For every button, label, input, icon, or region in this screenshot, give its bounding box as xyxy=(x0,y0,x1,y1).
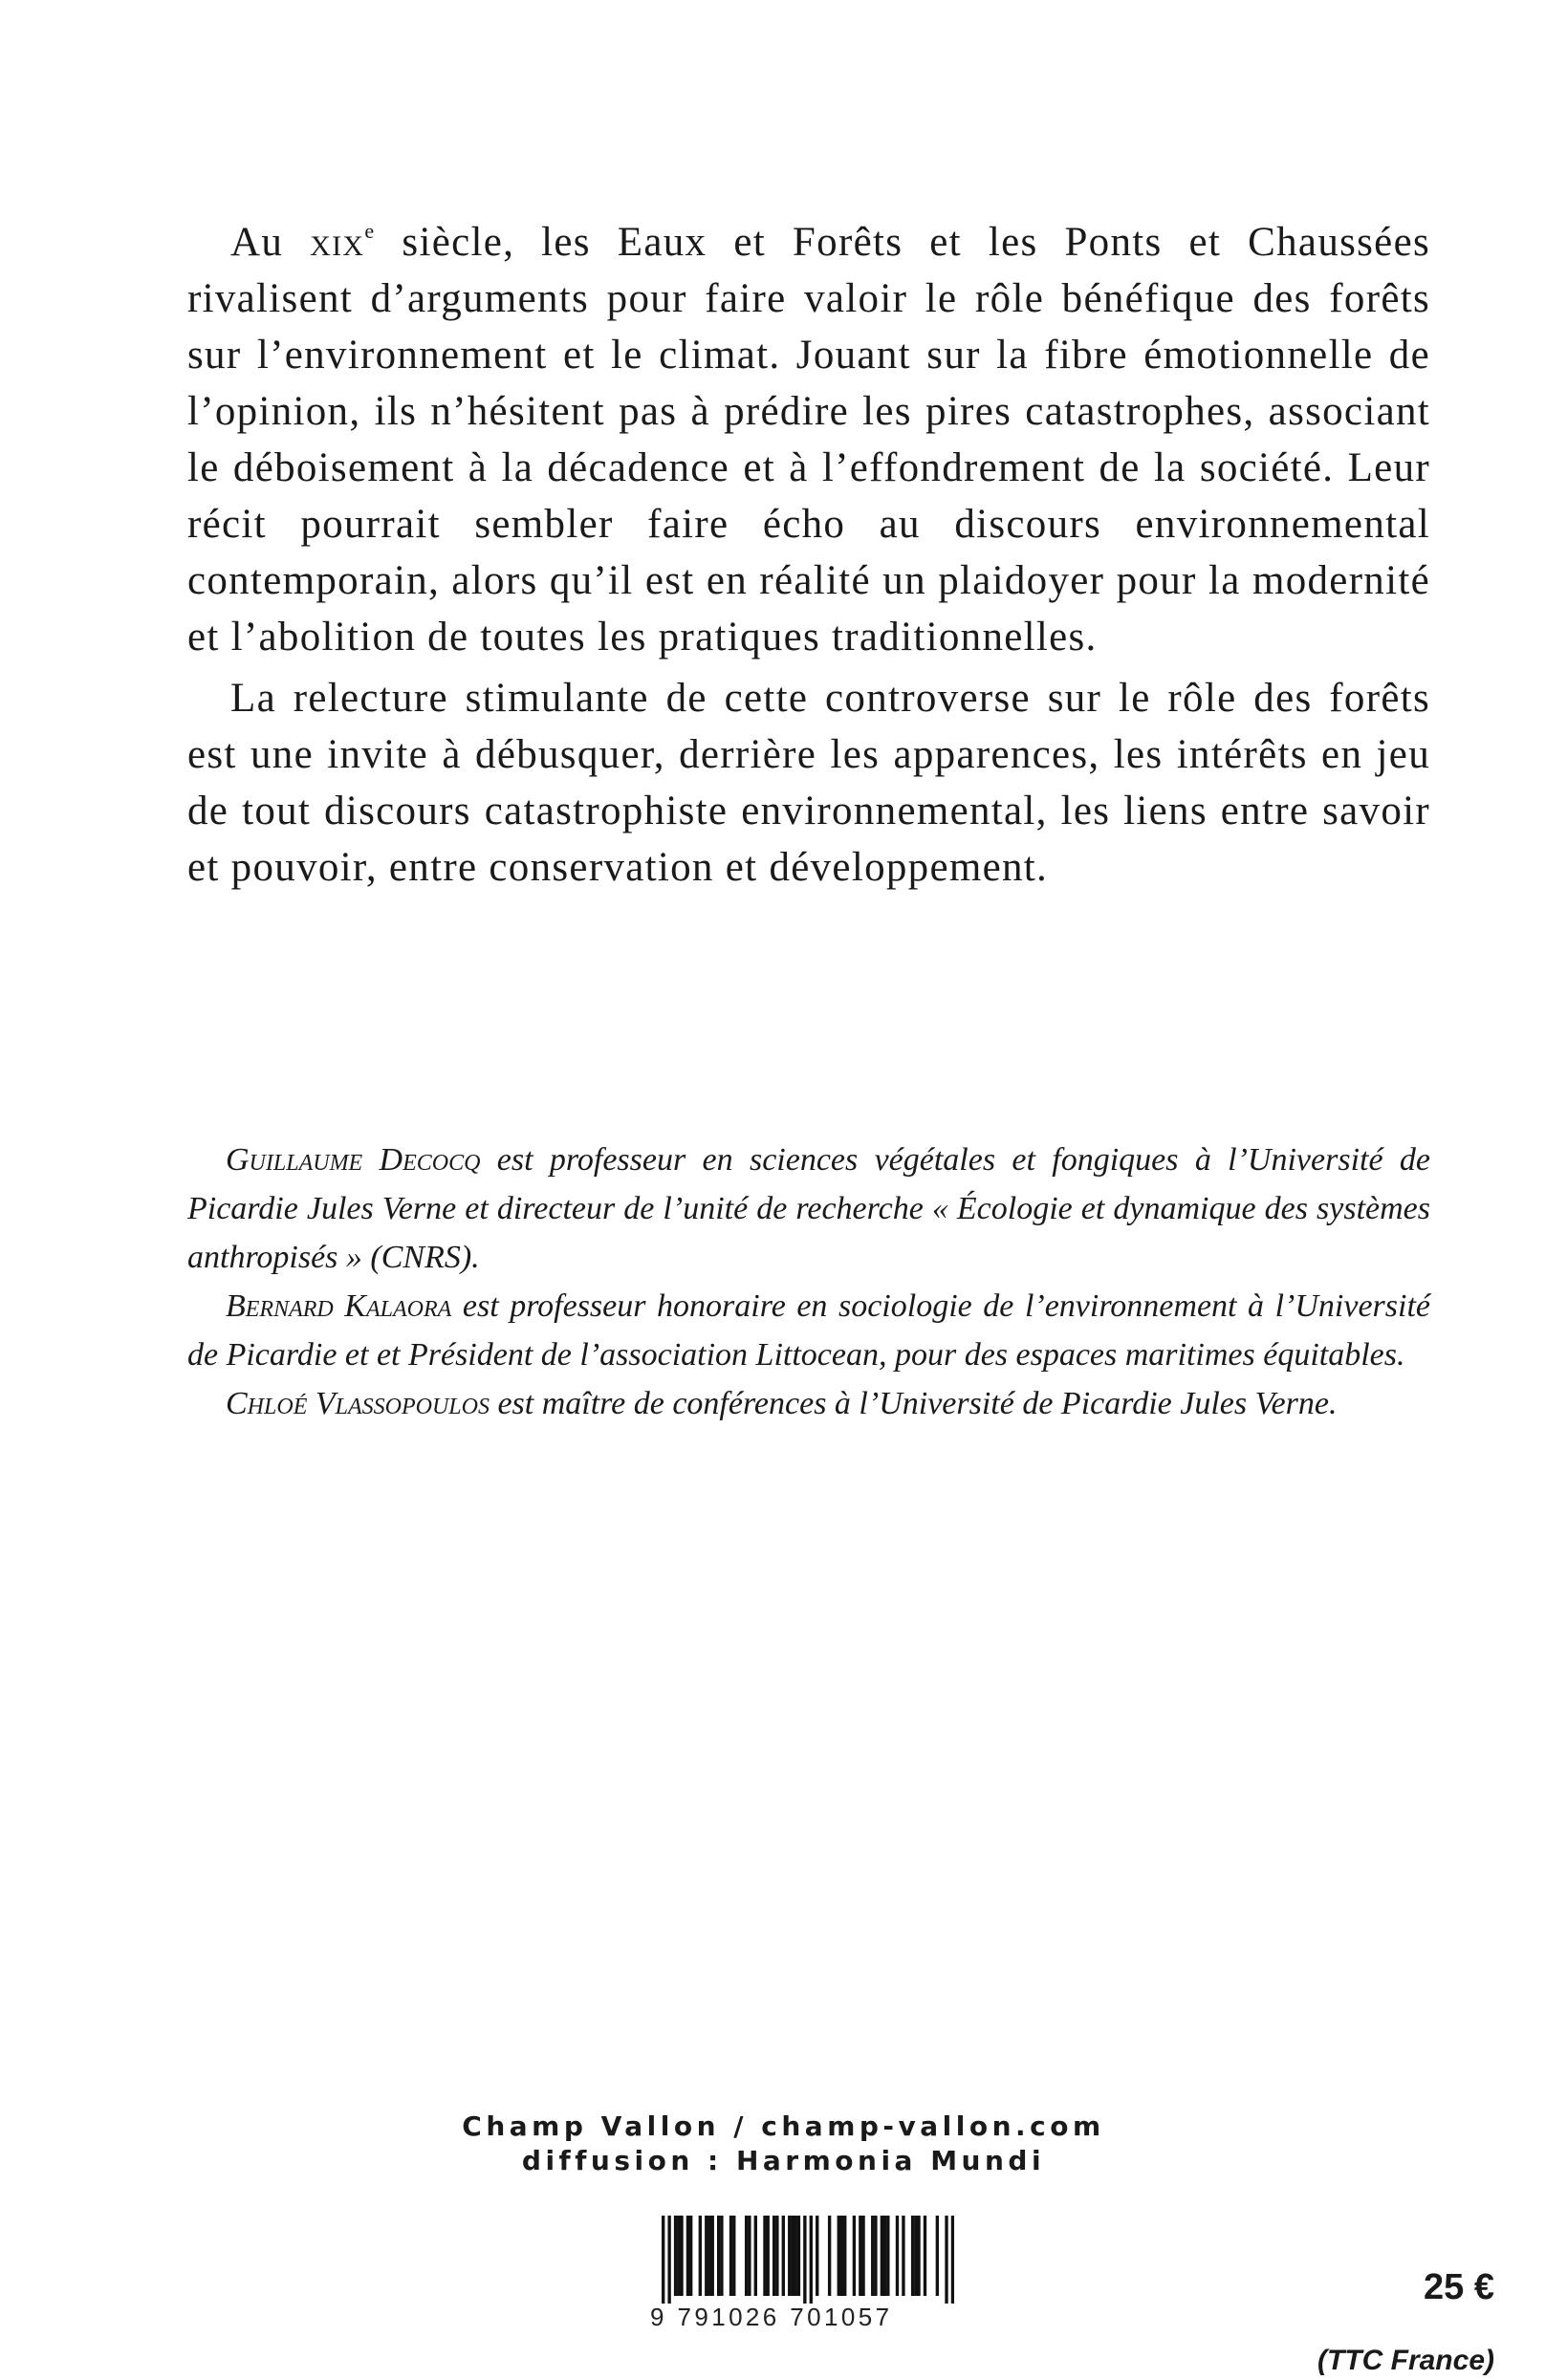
barcode-bar xyxy=(674,2216,677,2296)
barcode-bar xyxy=(945,2216,947,2304)
back-cover-blurb xyxy=(187,203,1430,896)
barcode-bar xyxy=(816,2216,818,2296)
barcode-bar xyxy=(902,2216,904,2296)
barcode-bar xyxy=(732,2216,735,2296)
barcode-bar xyxy=(911,2216,914,2296)
barcode-bar xyxy=(745,2216,748,2296)
barcode-bar xyxy=(707,2216,710,2296)
blurb-paragraph-2: La relecture stimulante de cette controverse sur le rôle des forêts est une invite à débusquer, derrière les apparences, les intérêts en jeu de tout discours catastrophiste environnemental, les liens entre savoir et pouvoir, entre conservation et développement. xyxy=(187,676,1430,890)
author-bio xyxy=(187,1282,1430,1379)
barcode-bar xyxy=(748,2216,751,2296)
barcode-bar xyxy=(729,2216,732,2296)
barcode-bar xyxy=(794,2216,797,2296)
barcode-bar xyxy=(773,2216,775,2296)
barcode-bar xyxy=(754,2216,757,2296)
distributor-line: diffusion : Harmonia Mundi xyxy=(521,2145,1046,2176)
century-numeral: xix xyxy=(310,220,365,265)
author-bios xyxy=(187,1136,1430,1428)
price-amount: 25 € xyxy=(1424,2267,1494,2307)
author-bio-text: est professeur honoraire en sociologie de l’environnement à l’Université de Picardie et et Président de l’association Littocean, pour des espaces maritimes équitables. xyxy=(187,1288,1430,1373)
publisher-line: Champ Vallon / champ-vallon.com xyxy=(462,2110,1105,2142)
barcode-bar xyxy=(853,2216,856,2296)
barcode-bar xyxy=(689,2216,692,2296)
barcode-bar xyxy=(686,2216,689,2296)
author-bio xyxy=(187,1379,1430,1428)
barcode-bar xyxy=(810,2216,813,2304)
barcode-bar xyxy=(874,2216,877,2296)
author-name: Bernard Kalaora xyxy=(226,1288,452,1324)
barcode-bar xyxy=(859,2216,861,2296)
price-note: (TTC France) xyxy=(1317,2345,1494,2376)
barcode-bar xyxy=(886,2216,889,2296)
barcode-bar xyxy=(843,2216,846,2296)
barcode-bar xyxy=(775,2216,778,2296)
barcode-bar xyxy=(699,2216,702,2296)
barcode-bar xyxy=(662,2216,664,2304)
barcode-bar xyxy=(720,2216,723,2296)
barcode-bar xyxy=(838,2216,840,2296)
blurb-p1-start: Au xyxy=(230,220,311,265)
isbn-number: 9 791026 701057 xyxy=(650,2303,893,2331)
barcode-bar xyxy=(871,2216,874,2296)
barcode-bar xyxy=(788,2216,791,2296)
author-name: Chloé Vlassopoulos xyxy=(226,1386,490,1421)
barcode-bar xyxy=(791,2216,794,2296)
barcode-bar xyxy=(680,2216,683,2296)
barcode-bar xyxy=(767,2216,770,2296)
author-bio-text: est maître de conférences à l’Université de Picardie Jules Verne. xyxy=(489,1386,1338,1421)
barcode-bar xyxy=(797,2216,800,2296)
barcode-bar xyxy=(951,2216,954,2304)
barcode-bar xyxy=(917,2216,920,2296)
barcode-bar xyxy=(677,2216,680,2296)
blurb-p1-rest: siècle, les Eaux et Forêts et les Ponts et Chaussées rivalisent d’arguments pour faire valoir le rôle bénéfique des forêts sur l’environnement et le climat. Jouant sur la fibre émotionnelle de l’opinion, ils n’hésitent pas à prédire les pires catastrophes, associant le déboisement à la décadence et à l’effondrement de la société. Leur récit pourrait sembler faire écho au discours environnemental contemporain, alors qu’il est en réalité un plaidoyer pour la modernité et l’abolition de toutes les pratiques traditionnelles. xyxy=(187,220,1430,660)
blurb-paragraph-1 xyxy=(187,203,1430,665)
barcode-bar xyxy=(803,2216,806,2304)
barcode-bar xyxy=(881,2216,883,2296)
barcode-bar xyxy=(924,2216,926,2296)
barcode-bar xyxy=(717,2216,720,2296)
barcode-bar xyxy=(667,2216,670,2304)
barcode-bar xyxy=(896,2216,899,2296)
century-superscript: e xyxy=(364,219,376,243)
barcode-bar xyxy=(840,2216,843,2296)
isbn-barcode xyxy=(662,2216,954,2304)
barcode-bar xyxy=(763,2216,766,2296)
barcode-bar xyxy=(711,2216,714,2296)
barcode-bar xyxy=(883,2216,886,2296)
barcode-bar xyxy=(782,2216,785,2296)
barcode-bar xyxy=(828,2216,831,2296)
barcode-bar xyxy=(705,2216,707,2296)
author-bio-text: est professeur en sciences végétales et fongiques à l’Université de Picardie Jules Verne et directeur de l’unité de recherche « Écologie et dynamique des systèmes anthropisés » (CNRS). xyxy=(187,1142,1430,1275)
barcode-bar xyxy=(936,2216,939,2296)
barcode-bar xyxy=(861,2216,864,2296)
author-bio xyxy=(187,1136,1430,1282)
author-name: Guillaume Decocq xyxy=(226,1142,481,1178)
barcode-bar xyxy=(914,2216,917,2296)
